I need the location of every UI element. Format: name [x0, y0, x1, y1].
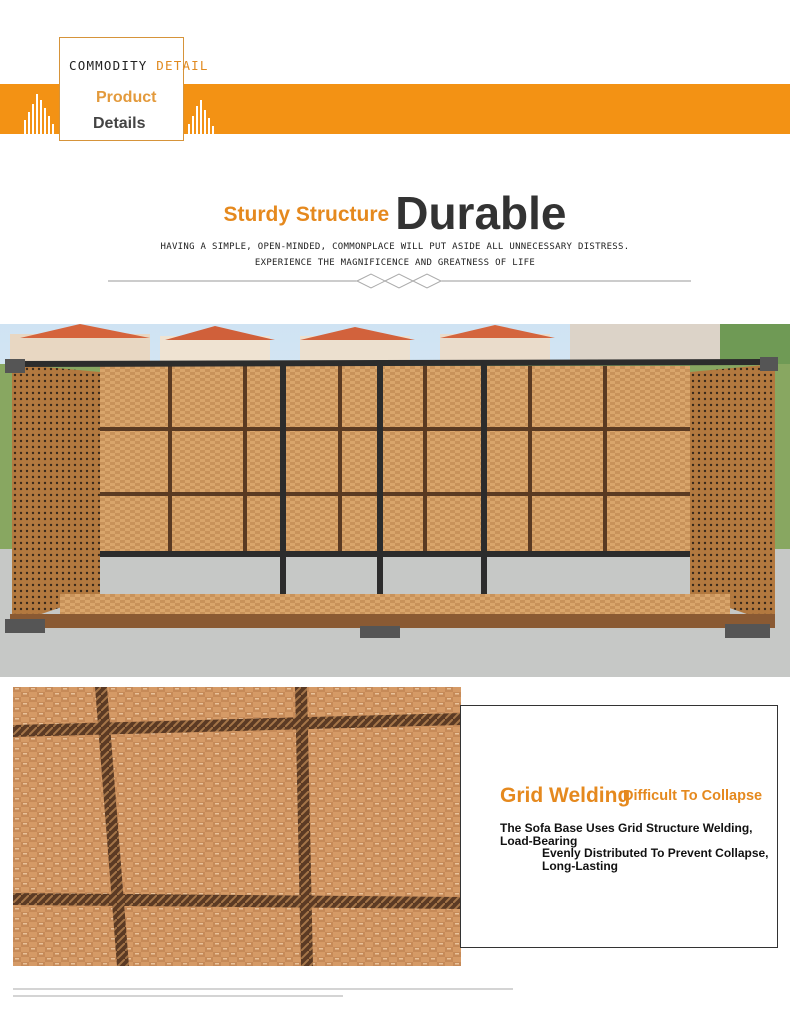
sofa-base-photo — [0, 324, 790, 677]
fine-print-texture — [13, 986, 533, 1003]
headline-lead: Sturdy Structure — [223, 203, 390, 226]
subtitle-line-2: EXPERIENCE THE MAGNIFICENCE AND GREATNESS OF LIFE — [254, 258, 536, 268]
feature-body-line-1: The Sofa Base Uses Grid Structure Welding, Load-Bearing — [500, 821, 753, 848]
feature-card — [460, 705, 778, 948]
decorative-bars-right — [188, 84, 218, 134]
decorative-bars-left — [24, 84, 56, 134]
feature-tag: Difficult To Collapse — [623, 788, 763, 804]
divider-with-diamonds — [0, 270, 790, 292]
feature-description — [500, 822, 775, 872]
grid-closeup-photo — [13, 687, 461, 966]
commodity-detail-box — [59, 37, 209, 141]
section-headline — [0, 186, 790, 240]
commodity-detail-label: COMMODITY DETAIL — [69, 58, 209, 73]
details-label: Details — [93, 115, 146, 132]
subtitle-line-1: HAVING A SIMPLE, OPEN-MINDED, COMMONPLACE WILL PUT ASIDE ALL UNNECESSARY DISTRESS. — [160, 242, 630, 252]
headline-main: Durable — [395, 187, 567, 239]
feature-body-line-2: Evenly Distributed To Prevent Collapse, Long-Lasting — [542, 846, 769, 873]
product-label: Product — [96, 89, 157, 106]
feature-title: Grid Welding — [500, 784, 631, 807]
